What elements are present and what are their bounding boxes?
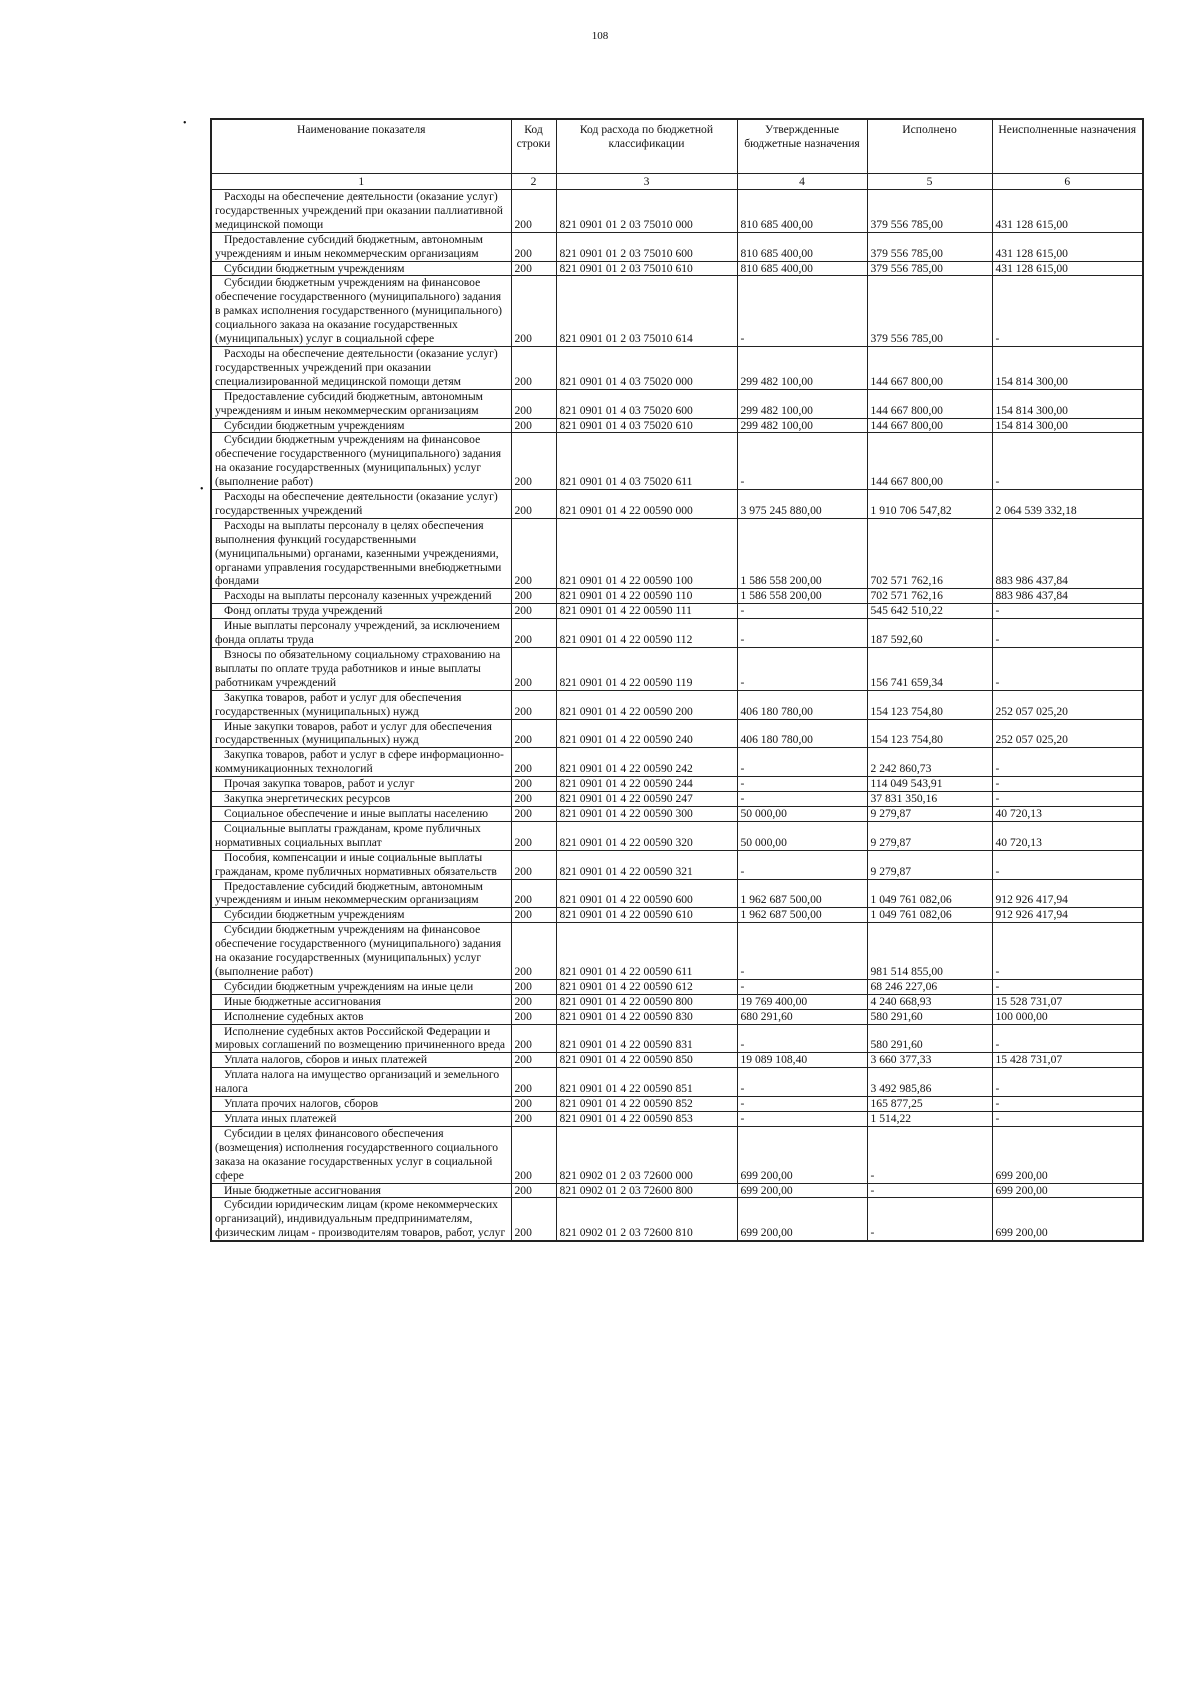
table-row xyxy=(211,418,1143,433)
row-line-code: 200 xyxy=(511,1183,556,1198)
row-approved: 1 962 687 500,00 xyxy=(737,908,867,923)
row-budget-code: 821 0901 01 4 22 00590 119 xyxy=(556,648,737,691)
row-budget-code: 821 0901 01 2 03 75010 000 xyxy=(556,190,737,233)
row-executed: 1 049 761 082,06 xyxy=(867,908,992,923)
row-unexecuted: 699 200,00 xyxy=(992,1198,1143,1241)
row-budget-code: 821 0901 01 4 03 75020 600 xyxy=(556,389,737,418)
row-executed: 144 667 800,00 xyxy=(867,418,992,433)
row-approved: - xyxy=(737,850,867,879)
row-unexecuted: 699 200,00 xyxy=(992,1126,1143,1183)
table-row xyxy=(211,346,1143,389)
row-unexecuted: - xyxy=(992,648,1143,691)
row-budget-code: 821 0901 01 2 03 75010 600 xyxy=(556,232,737,261)
row-executed: 156 741 659,34 xyxy=(867,648,992,691)
row-budget-code: 821 0901 01 4 22 00590 611 xyxy=(556,923,737,980)
table-row xyxy=(211,518,1143,589)
row-line-code: 200 xyxy=(511,433,556,490)
row-executed: 545 642 510,22 xyxy=(867,604,992,619)
row-unexecuted: - xyxy=(992,923,1143,980)
table-row xyxy=(211,879,1143,908)
table-row xyxy=(211,748,1143,777)
row-budget-code: 821 0901 01 4 22 00590 300 xyxy=(556,806,737,821)
row-budget-code: 821 0901 01 4 22 00590 830 xyxy=(556,1009,737,1024)
row-executed: 702 571 762,16 xyxy=(867,589,992,604)
row-line-code: 200 xyxy=(511,690,556,719)
row-unexecuted: 252 057 025,20 xyxy=(992,690,1143,719)
row-line-code: 200 xyxy=(511,604,556,619)
row-budget-code: 821 0901 01 4 22 00590 600 xyxy=(556,879,737,908)
row-name: Субсидии бюджетным учреждениям xyxy=(211,261,511,276)
row-name: Исполнение судебных актов Российской Федерации и мировых соглашений по возмещению причиненного вреда xyxy=(211,1024,511,1053)
table-row xyxy=(211,433,1143,490)
row-unexecuted: 912 926 417,94 xyxy=(992,879,1143,908)
table-row xyxy=(211,1024,1143,1053)
col-number: 2 xyxy=(511,174,556,190)
row-approved: 810 685 400,00 xyxy=(737,232,867,261)
row-executed: 154 123 754,80 xyxy=(867,690,992,719)
row-unexecuted: 15 528 731,07 xyxy=(992,994,1143,1009)
row-line-code: 200 xyxy=(511,389,556,418)
row-approved: 299 482 100,00 xyxy=(737,389,867,418)
row-line-code: 200 xyxy=(511,792,556,807)
table-row xyxy=(211,604,1143,619)
row-budget-code: 821 0901 01 4 03 75020 000 xyxy=(556,346,737,389)
row-line-code: 200 xyxy=(511,979,556,994)
row-name: Предоставление субсидий бюджетным, автономным учреждениям и иным некоммерческим организациям xyxy=(211,232,511,261)
row-approved: 50 000,00 xyxy=(737,821,867,850)
row-line-code: 200 xyxy=(511,346,556,389)
row-approved: 299 482 100,00 xyxy=(737,346,867,389)
row-budget-code: 821 0901 01 4 22 00590 321 xyxy=(556,850,737,879)
row-budget-code: 821 0901 01 4 22 00590 240 xyxy=(556,719,737,748)
row-unexecuted: - xyxy=(992,792,1143,807)
row-budget-code: 821 0901 01 4 22 00590 110 xyxy=(556,589,737,604)
row-name: Расходы на обеспечение деятельности (оказание услуг) государственных учреждений xyxy=(211,490,511,519)
row-budget-code: 821 0902 01 2 03 72600 810 xyxy=(556,1198,737,1241)
row-name: Уплата иных платежей xyxy=(211,1112,511,1127)
table-row xyxy=(211,719,1143,748)
row-budget-code: 821 0901 01 4 22 00590 244 xyxy=(556,777,737,792)
row-approved: 1 586 558 200,00 xyxy=(737,589,867,604)
row-name: Субсидии юридическим лицам (кроме некоммерческих организаций), индивидуальным предпринимателям, физическим лицам - производителям товаров, работ, услуг xyxy=(211,1198,511,1241)
table-row xyxy=(211,619,1143,648)
col-approved-header: Утвержденные бюджетные назначения xyxy=(737,119,867,174)
row-unexecuted: - xyxy=(992,850,1143,879)
row-budget-code: 821 0901 01 4 22 00590 831 xyxy=(556,1024,737,1053)
row-unexecuted: - xyxy=(992,433,1143,490)
table-row xyxy=(211,994,1143,1009)
table-row xyxy=(211,1009,1143,1024)
row-line-code: 200 xyxy=(511,719,556,748)
row-budget-code: 821 0901 01 4 22 00590 242 xyxy=(556,748,737,777)
row-name: Субсидии бюджетным учреждениям на финансовое обеспечение государственного (муниципального) задания на оказание государственных (муниципальных) услуг (выполнение работ) xyxy=(211,923,511,980)
row-line-code: 200 xyxy=(511,777,556,792)
row-line-code: 200 xyxy=(511,923,556,980)
row-executed: 3 492 985,86 xyxy=(867,1068,992,1097)
col-number: 1 xyxy=(211,174,511,190)
table-row xyxy=(211,850,1143,879)
row-budget-code: 821 0901 01 4 22 00590 610 xyxy=(556,908,737,923)
row-budget-code: 821 0901 01 4 22 00590 800 xyxy=(556,994,737,1009)
row-approved: - xyxy=(737,979,867,994)
row-approved: 1 962 687 500,00 xyxy=(737,879,867,908)
row-line-code: 200 xyxy=(511,1053,556,1068)
row-name: Закупка товаров, работ и услуг в сфере информационно-коммуникационных технологий xyxy=(211,748,511,777)
row-approved: 699 200,00 xyxy=(737,1198,867,1241)
row-approved: - xyxy=(737,648,867,691)
row-name: Социальное обеспечение и иные выплаты населению xyxy=(211,806,511,821)
row-line-code: 200 xyxy=(511,1024,556,1053)
row-executed: 68 246 227,06 xyxy=(867,979,992,994)
row-executed: 580 291,60 xyxy=(867,1024,992,1053)
row-unexecuted: - xyxy=(992,1097,1143,1112)
row-executed: 1 910 706 547,82 xyxy=(867,490,992,519)
row-executed: 379 556 785,00 xyxy=(867,232,992,261)
row-approved: 810 685 400,00 xyxy=(737,261,867,276)
row-line-code: 200 xyxy=(511,748,556,777)
row-budget-code: 821 0901 01 4 22 00590 850 xyxy=(556,1053,737,1068)
row-executed: 37 831 350,16 xyxy=(867,792,992,807)
row-name: Пособия, компенсации и иные социальные выплаты гражданам, кроме публичных нормативных обязательств xyxy=(211,850,511,879)
row-name: Социальные выплаты гражданам, кроме публичных нормативных социальных выплат xyxy=(211,821,511,850)
row-executed: 187 592,60 xyxy=(867,619,992,648)
row-budget-code: 821 0901 01 4 03 75020 611 xyxy=(556,433,737,490)
table-row xyxy=(211,1053,1143,1068)
table-header xyxy=(211,119,1143,190)
column-titles-row xyxy=(211,119,1143,174)
table-row xyxy=(211,777,1143,792)
row-unexecuted: - xyxy=(992,619,1143,648)
col-executed-header: Исполнено xyxy=(867,119,992,174)
row-executed: 165 877,25 xyxy=(867,1097,992,1112)
row-approved: 406 180 780,00 xyxy=(737,690,867,719)
table-body xyxy=(211,190,1143,1242)
row-unexecuted: - xyxy=(992,276,1143,347)
row-line-code: 200 xyxy=(511,648,556,691)
row-approved: 1 586 558 200,00 xyxy=(737,518,867,589)
col-number: 5 xyxy=(867,174,992,190)
row-line-code: 200 xyxy=(511,589,556,604)
margin-mark: • xyxy=(200,484,204,495)
row-name: Прочая закупка товаров, работ и услуг xyxy=(211,777,511,792)
row-name: Субсидии бюджетным учреждениям на финансовое обеспечение государственного (муниципального) задания в рамках исполнения государственного (муниципального) социального заказа на оказание государственных (муниципальных) услуг в социальной сфере xyxy=(211,276,511,347)
row-unexecuted: 2 064 539 332,18 xyxy=(992,490,1143,519)
row-name: Расходы на выплаты персоналу в целях обеспечения выполнения функций государственными (муниципальными) органами, казенными учреждениями, органами управления государственными внебюджетными фондами xyxy=(211,518,511,589)
row-name: Субсидии в целях финансового обеспечения (возмещения) исполнения государственного социального заказа на оказание государственных услуг в социальной сфере xyxy=(211,1126,511,1183)
row-unexecuted: 431 128 615,00 xyxy=(992,261,1143,276)
row-line-code: 200 xyxy=(511,261,556,276)
row-line-code: 200 xyxy=(511,232,556,261)
row-executed: 379 556 785,00 xyxy=(867,190,992,233)
row-name: Иные бюджетные ассигнования xyxy=(211,994,511,1009)
row-unexecuted: 100 000,00 xyxy=(992,1009,1143,1024)
row-budget-code: 821 0901 01 4 22 00590 851 xyxy=(556,1068,737,1097)
row-line-code: 200 xyxy=(511,1198,556,1241)
row-unexecuted: 431 128 615,00 xyxy=(992,190,1143,233)
row-unexecuted: 883 986 437,84 xyxy=(992,589,1143,604)
row-executed: - xyxy=(867,1198,992,1241)
row-name: Расходы на обеспечение деятельности (оказание услуг) государственных учреждений при оказании паллиативной медицинской помощи xyxy=(211,190,511,233)
row-line-code: 200 xyxy=(511,619,556,648)
row-approved: - xyxy=(737,748,867,777)
row-executed: 9 279,87 xyxy=(867,806,992,821)
row-unexecuted: 40 720,13 xyxy=(992,821,1143,850)
expenditure-report-table xyxy=(210,118,1144,1242)
col-line-code-header: Код строки xyxy=(511,119,556,174)
table-row xyxy=(211,1198,1143,1241)
table-row xyxy=(211,1183,1143,1198)
row-name: Субсидии бюджетным учреждениям xyxy=(211,908,511,923)
row-executed: 4 240 668,93 xyxy=(867,994,992,1009)
table-row xyxy=(211,1112,1143,1127)
row-approved: - xyxy=(737,792,867,807)
row-approved: 299 482 100,00 xyxy=(737,418,867,433)
row-approved: 680 291,60 xyxy=(737,1009,867,1024)
table-row xyxy=(211,389,1143,418)
table-row xyxy=(211,261,1143,276)
row-executed: 702 571 762,16 xyxy=(867,518,992,589)
table-row xyxy=(211,792,1143,807)
row-line-code: 200 xyxy=(511,418,556,433)
row-line-code: 200 xyxy=(511,1097,556,1112)
column-numbers-row xyxy=(211,174,1143,190)
row-name: Исполнение судебных актов xyxy=(211,1009,511,1024)
row-budget-code: 821 0901 01 4 22 00590 612 xyxy=(556,979,737,994)
row-executed: 114 049 543,91 xyxy=(867,777,992,792)
row-name: Закупка энергетических ресурсов xyxy=(211,792,511,807)
row-name: Взносы по обязательному социальному страхованию на выплаты по оплате труда работников и иные выплаты работникам учреждений xyxy=(211,648,511,691)
row-line-code: 200 xyxy=(511,276,556,347)
col-number: 3 xyxy=(556,174,737,190)
row-name: Субсидии бюджетным учреждениям xyxy=(211,418,511,433)
table-row xyxy=(211,1068,1143,1097)
row-line-code: 200 xyxy=(511,806,556,821)
row-executed: 1 514,22 xyxy=(867,1112,992,1127)
row-unexecuted: - xyxy=(992,604,1143,619)
row-line-code: 200 xyxy=(511,1009,556,1024)
row-unexecuted: 431 128 615,00 xyxy=(992,232,1143,261)
row-name: Субсидии бюджетным учреждениям на иные цели xyxy=(211,979,511,994)
row-line-code: 200 xyxy=(511,850,556,879)
row-executed: 1 049 761 082,06 xyxy=(867,879,992,908)
row-approved: 19 769 400,00 xyxy=(737,994,867,1009)
table-row xyxy=(211,648,1143,691)
row-line-code: 200 xyxy=(511,1126,556,1183)
row-approved: - xyxy=(737,1068,867,1097)
row-line-code: 200 xyxy=(511,518,556,589)
row-executed: 379 556 785,00 xyxy=(867,276,992,347)
row-approved: - xyxy=(737,923,867,980)
row-line-code: 200 xyxy=(511,821,556,850)
row-line-code: 200 xyxy=(511,1112,556,1127)
col-budget-code-header: Код расхода по бюджетной классификации xyxy=(556,119,737,174)
row-unexecuted: 154 814 300,00 xyxy=(992,418,1143,433)
row-budget-code: 821 0901 01 4 22 00590 200 xyxy=(556,690,737,719)
row-approved: 19 089 108,40 xyxy=(737,1053,867,1068)
row-unexecuted: - xyxy=(992,777,1143,792)
row-name: Расходы на выплаты персоналу казенных учреждений xyxy=(211,589,511,604)
row-unexecuted: - xyxy=(992,1112,1143,1127)
row-line-code: 200 xyxy=(511,490,556,519)
table-row xyxy=(211,923,1143,980)
row-executed: 144 667 800,00 xyxy=(867,433,992,490)
row-executed: - xyxy=(867,1183,992,1198)
page-number: 108 xyxy=(591,30,609,42)
row-approved: - xyxy=(737,619,867,648)
row-unexecuted: - xyxy=(992,1024,1143,1053)
row-unexecuted: 912 926 417,94 xyxy=(992,908,1143,923)
row-executed: 9 279,87 xyxy=(867,821,992,850)
row-approved: - xyxy=(737,777,867,792)
row-executed: 981 514 855,00 xyxy=(867,923,992,980)
col-unexecuted-header: Неисполненные назначения xyxy=(992,119,1143,174)
row-line-code: 200 xyxy=(511,994,556,1009)
row-executed: 379 556 785,00 xyxy=(867,261,992,276)
row-name: Иные выплаты персоналу учреждений, за исключением фонда оплаты труда xyxy=(211,619,511,648)
table-row xyxy=(211,490,1143,519)
row-budget-code: 821 0901 01 2 03 75010 610 xyxy=(556,261,737,276)
row-unexecuted: 883 986 437,84 xyxy=(992,518,1143,589)
row-unexecuted: - xyxy=(992,748,1143,777)
table-row xyxy=(211,1097,1143,1112)
row-approved: - xyxy=(737,276,867,347)
row-name: Иные закупки товаров, работ и услуг для обеспечения государственных (муниципальных) нужд xyxy=(211,719,511,748)
row-approved: 406 180 780,00 xyxy=(737,719,867,748)
row-unexecuted: - xyxy=(992,979,1143,994)
row-name: Субсидии бюджетным учреждениям на финансовое обеспечение государственного (муниципального) задания на оказание государственных (муниципальных) услуг (выполнение работ) xyxy=(211,433,511,490)
row-name: Фонд оплаты труда учреждений xyxy=(211,604,511,619)
row-line-code: 200 xyxy=(511,1068,556,1097)
row-executed: 144 667 800,00 xyxy=(867,389,992,418)
row-unexecuted: 154 814 300,00 xyxy=(992,346,1143,389)
row-budget-code: 821 0901 01 4 22 00590 111 xyxy=(556,604,737,619)
row-line-code: 200 xyxy=(511,190,556,233)
row-approved: - xyxy=(737,1024,867,1053)
table-row xyxy=(211,979,1143,994)
row-executed: 2 242 860,73 xyxy=(867,748,992,777)
table-row xyxy=(211,806,1143,821)
table-row xyxy=(211,276,1143,347)
margin-mark: • xyxy=(183,118,187,129)
row-budget-code: 821 0901 01 4 03 75020 610 xyxy=(556,418,737,433)
row-name: Уплата налогов, сборов и иных платежей xyxy=(211,1053,511,1068)
row-budget-code: 821 0901 01 4 22 00590 853 xyxy=(556,1112,737,1127)
row-unexecuted: 252 057 025,20 xyxy=(992,719,1143,748)
row-executed: 580 291,60 xyxy=(867,1009,992,1024)
row-budget-code: 821 0901 01 2 03 75010 614 xyxy=(556,276,737,347)
row-executed: 9 279,87 xyxy=(867,850,992,879)
row-approved: 699 200,00 xyxy=(737,1183,867,1198)
row-name: Уплата налога на имущество организаций и земельного налога xyxy=(211,1068,511,1097)
table-row xyxy=(211,908,1143,923)
row-budget-code: 821 0901 01 4 22 00590 000 xyxy=(556,490,737,519)
row-approved: - xyxy=(737,1112,867,1127)
col-number: 4 xyxy=(737,174,867,190)
row-budget-code: 821 0902 01 2 03 72600 800 xyxy=(556,1183,737,1198)
row-executed: 154 123 754,80 xyxy=(867,719,992,748)
row-line-code: 200 xyxy=(511,879,556,908)
col-number: 6 xyxy=(992,174,1143,190)
row-unexecuted: 699 200,00 xyxy=(992,1183,1143,1198)
table-row xyxy=(211,232,1143,261)
row-name: Иные бюджетные ассигнования xyxy=(211,1183,511,1198)
table-row xyxy=(211,690,1143,719)
row-approved: 3 975 245 880,00 xyxy=(737,490,867,519)
row-unexecuted: 40 720,13 xyxy=(992,806,1143,821)
row-budget-code: 821 0901 01 4 22 00590 100 xyxy=(556,518,737,589)
table-row xyxy=(211,1126,1143,1183)
table-row xyxy=(211,589,1143,604)
row-executed: - xyxy=(867,1126,992,1183)
row-line-code: 200 xyxy=(511,908,556,923)
row-name: Уплата прочих налогов, сборов xyxy=(211,1097,511,1112)
row-unexecuted: - xyxy=(992,1068,1143,1097)
row-approved: - xyxy=(737,604,867,619)
row-budget-code: 821 0901 01 4 22 00590 247 xyxy=(556,792,737,807)
row-name: Расходы на обеспечение деятельности (оказание услуг) государственных учреждений при оказании специализированной медицинской помощи детям xyxy=(211,346,511,389)
row-unexecuted: 154 814 300,00 xyxy=(992,389,1143,418)
row-approved: - xyxy=(737,1097,867,1112)
row-executed: 3 660 377,33 xyxy=(867,1053,992,1068)
row-name: Предоставление субсидий бюджетным, автономным учреждениям и иным некоммерческим организациям xyxy=(211,879,511,908)
row-budget-code: 821 0901 01 4 22 00590 320 xyxy=(556,821,737,850)
row-budget-code: 821 0901 01 4 22 00590 112 xyxy=(556,619,737,648)
row-executed: 144 667 800,00 xyxy=(867,346,992,389)
row-approved: - xyxy=(737,433,867,490)
row-name: Предоставление субсидий бюджетным, автономным учреждениям и иным некоммерческим организациям xyxy=(211,389,511,418)
row-approved: 699 200,00 xyxy=(737,1126,867,1183)
table-row xyxy=(211,821,1143,850)
row-approved: 810 685 400,00 xyxy=(737,190,867,233)
row-budget-code: 821 0901 01 4 22 00590 852 xyxy=(556,1097,737,1112)
row-approved: 50 000,00 xyxy=(737,806,867,821)
col-name-header: Наименование показателя xyxy=(211,119,511,174)
row-name: Закупка товаров, работ и услуг для обеспечения государственных (муниципальных) нужд xyxy=(211,690,511,719)
row-unexecuted: 15 428 731,07 xyxy=(992,1053,1143,1068)
row-budget-code: 821 0902 01 2 03 72600 000 xyxy=(556,1126,737,1183)
table-row xyxy=(211,190,1143,233)
